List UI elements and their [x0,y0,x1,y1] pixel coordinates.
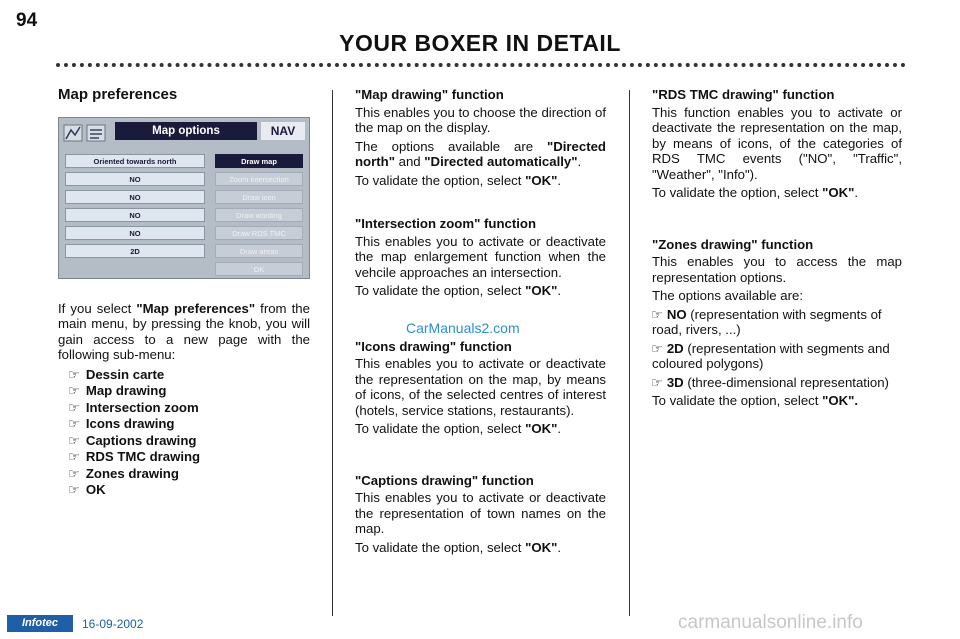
captions-drawing-heading: "Captions drawing" function [355,472,534,488]
screen-option-label: Draw areas [215,244,303,258]
footer-date: 16-09-2002 [82,617,144,631]
body-text: This enables you to access the map representation options. [652,254,902,285]
page-number: 94 [16,10,38,31]
submenu-list [68,367,310,498]
screen-option-label: Zoom intersection [215,172,303,186]
page-title: YOUR BOXER IN DETAIL [339,30,621,56]
submenu-item: ☞ Icons drawing [68,416,175,431]
display-icons [63,122,109,144]
submenu-item: ☞ Dessin carte [68,366,165,382]
pointing-hand-icon: ☞ [651,374,663,390]
screen-nav-label: NAV [261,122,305,140]
screen-option-value: NO [65,190,205,204]
screen-title: Map options [115,122,257,140]
column-map-preferences [58,87,310,499]
zone-option: ☞ 3D (three-dimensional representation) [651,374,889,390]
screen-option-value: NO [65,208,205,222]
validate-text: To validate the option, select "OK". [355,539,562,555]
map-drawing-heading: "Map drawing" function [355,87,504,102]
pointing-hand-icon: ☞ [68,449,80,464]
validate-text: To validate the option, select "OK". [355,283,562,298]
screen-option-label: Draw RDS TMC [215,226,303,240]
section-heading: Map preferences [58,86,178,103]
footer-site: carmanualsonline.info [678,612,863,633]
column-divider [629,90,630,616]
validate-text: To validate the option, select "OK". [355,421,562,436]
screen-option-label: Draw wording [215,208,303,222]
submenu-item: ☞ Captions drawing [68,432,197,448]
pointing-hand-icon: ☞ [68,432,80,448]
pointing-hand-icon: ☞ [68,399,80,415]
zone-option: ☞ NO (representation with segments of road, rivers, ...) [651,306,882,337]
icons-drawing-heading: "Icons drawing" function [355,338,512,354]
body-text: This enables you to activate or deactivate the representation of town names on the map. [355,490,606,536]
intro-paragraph: If you select "Map preferences" from the main menu, by pressing the knob, you will gain access to a new page with the following sub-menu: [58,300,310,362]
zone-option: ☞ 2D (representation with segments and coloured polygons) [651,340,890,371]
pointing-hand-icon: ☞ [68,482,80,497]
body-text: This enables you to activate or deactivate the map enlargement function when the vehcile approaches an intersection. [355,233,606,280]
zones-drawing-heading: "Zones drawing" function [652,236,814,252]
screen-option-label: OK [215,262,303,276]
dotted-rule [56,63,906,67]
screen-option-label: Draw map [215,154,303,168]
validate-text: To validate the option, select "OK". [652,393,859,408]
submenu-item: ☞ RDS TMC drawing [68,449,201,464]
map-options-screen [58,117,310,279]
screen-option-value: 2D [65,244,205,258]
infotec-badge: Infotec [7,615,73,632]
column-divider [332,90,333,616]
rds-tmc-drawing-heading: "RDS TMC drawing" function [652,87,835,102]
pointing-hand-icon: ☞ [651,306,663,322]
pointing-hand-icon: ☞ [68,465,80,481]
pointing-hand-icon: ☞ [68,383,80,398]
submenu-item: ☞ OK [68,482,106,497]
validate-text: To validate the option, select "OK". [652,185,859,200]
intersection-zoom-heading: "Intersection zoom" function [355,216,537,231]
screen-option-value: Oriented towards north [65,154,205,168]
screen-option-label: Draw icon [215,190,303,204]
validate-text: To validate the option, select "OK". [355,172,562,188]
submenu-item: ☞ Zones drawing [68,465,179,481]
body-text: This enables you to choose the direction of the map on the display. [355,104,606,135]
pointing-hand-icon: ☞ [68,366,80,382]
column-functions-2 [652,87,902,412]
screen-option-value: NO [65,172,205,186]
body-text: This enables you to activate or deactivate the representation on the map, by means of icons, of the selected centres of interest (hotels, service stations, restaurants). [355,356,606,418]
pointing-hand-icon: ☞ [68,416,80,431]
body-text: The options available are "Directed north" and "Directed automatically". [355,138,606,169]
body-text: The options available are: [652,288,804,303]
submenu-item: ☞ Intersection zoom [68,399,199,415]
screen-option-value: NO [65,226,205,240]
submenu-item: ☞ Map drawing [68,383,167,398]
body-text: This function enables you to activate or deactivate the representation on the map, by means of icons, of the categories of RDS TMC events ("NO", "Traffic", "Weather", "Info"). [652,104,902,182]
pointing-hand-icon: ☞ [651,340,663,356]
watermark: CarManuals2.com [406,320,520,336]
